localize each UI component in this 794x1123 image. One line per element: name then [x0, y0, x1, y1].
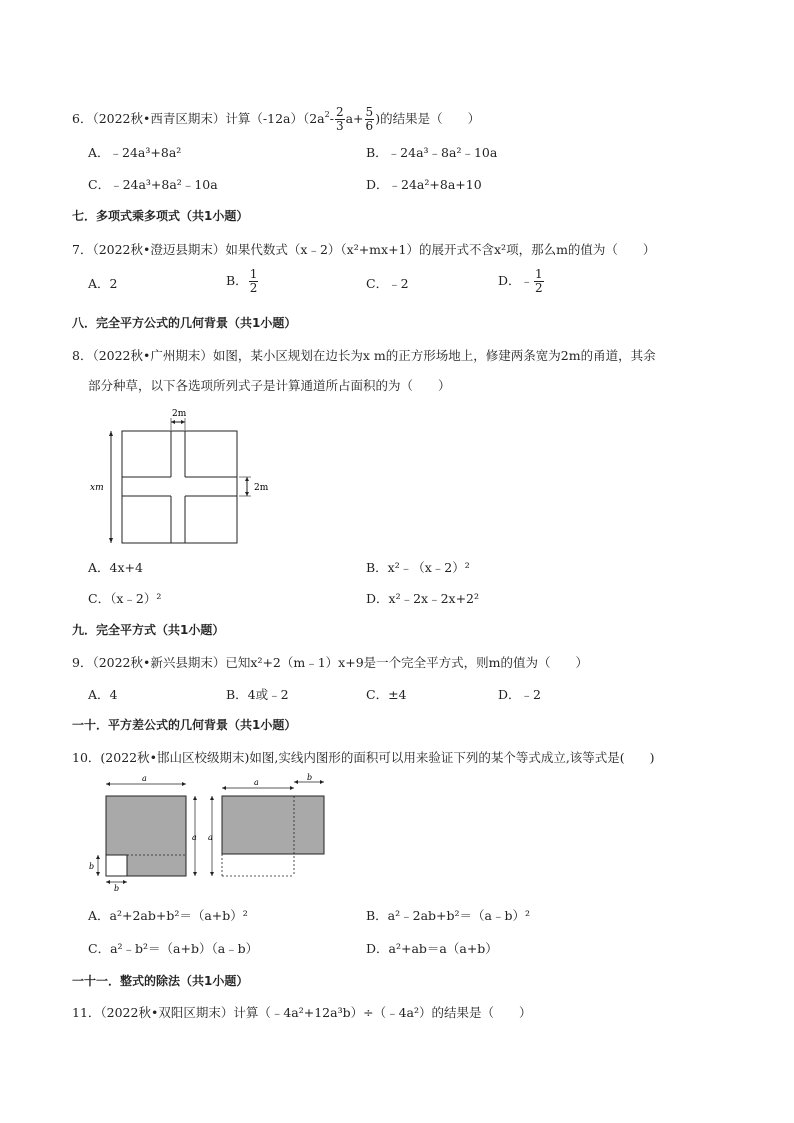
q10-left-top-a: a [142, 774, 147, 783]
q6-option-a: A．﹣24a³+8a² [88, 145, 182, 160]
section-7-heading: 七．多项式乘多项式（共1小题） [72, 209, 249, 223]
q9-stem: 9．（2022秋•新兴县期末）已知x²+2（m﹣1）x+9是一个完全平方式，则m的值为（ ） [72, 655, 589, 670]
q6-fraction-5-6: $\frac{5}{6}$ [365, 105, 374, 133]
q10-area-figure [84, 772, 344, 892]
q10-left-b-horiz: b [114, 884, 120, 892]
q10-option-a: A．a²+2ab+b²＝（a+b）² [88, 908, 248, 923]
q7-option-b: B． $\frac{1}{2}$ [226, 267, 258, 295]
q11-stem: 11．（2022秋•双阳区期末）计算（﹣4a²+12a³b）÷（﹣4a²）的结果是（ ） [72, 1005, 532, 1020]
section-8-heading: 八．完全平方公式的几何背景（共1小题） [72, 316, 297, 330]
q8-cross-figure [84, 400, 284, 550]
q9-option-d: D．﹣2 [498, 687, 541, 702]
q8-option-c: C．（x﹣2）² [88, 591, 162, 606]
section-10-heading: 一十．平方差公式的几何背景（共1小题） [72, 718, 297, 732]
q9-option-b: B．4或﹣2 [226, 687, 289, 702]
q10-left-side-a: a [192, 833, 197, 842]
q8-option-a: A．4x+4 [88, 560, 143, 575]
q8-option-d: D．x²﹣2x﹣2x+2² [366, 591, 480, 606]
q6-stem: 6．（2022秋•西青区期末）计算$(-12a)(2a^2-$ $\frac{2}{3}$ a+ $\frac{5}{6}$ )的结果是（ ） [72, 105, 481, 133]
q7-option-c: C．﹣2 [366, 276, 409, 291]
q9-option-c: C．±4 [366, 687, 407, 702]
q10-option-c: C．a²﹣b²＝（a+b）（a﹣b） [88, 941, 259, 956]
q6-option-c: C．﹣24a³+8a²﹣10a [88, 177, 218, 192]
q10-option-b: B．a²﹣2ab+b²＝（a﹣b）² [366, 908, 531, 923]
q9-option-a: A．4 [88, 687, 118, 702]
q10-left-b-vert: b [89, 862, 95, 871]
section-9-heading: 九．完全平方式（共1小题） [72, 623, 225, 637]
q10-stem: 10．(2022秋•邯山区校级期末)如图,实线内图形的面积可以用来验证下列的某个等式成立,该等式是( ) [72, 750, 655, 765]
q8-side-label: 2m [254, 483, 269, 493]
q8-left-label: xm [90, 483, 104, 493]
section-11-heading: 一十一．整式的除法（共1小题） [72, 974, 249, 988]
q10-right-top-b: b [307, 773, 313, 782]
q10-right-top-a: a [254, 778, 259, 787]
q8-option-b: B．x²﹣（x﹣2）² [366, 560, 470, 575]
q6-option-b: B．﹣24a³﹣8a²﹣10a [366, 145, 498, 160]
q6-fraction-2-3: $\frac{2}{3}$ [335, 105, 344, 133]
q7-option-d: D．﹣ $\frac{1}{2}$ [498, 267, 543, 295]
q8-top-label: 2m [172, 409, 187, 419]
q8-stem-line1: 8．（2022秋•广州期末）如图，某小区规划在边长为x m的正方形场地上，修建两条宽为2m的甬道，其余 [72, 348, 656, 363]
q7-option-a: A．2 [88, 276, 118, 291]
q10-option-d: D．a²+ab＝a（a+b） [366, 941, 498, 956]
q10-right-side-a: a [208, 833, 213, 842]
q8-stem-line2: 部分种草，以下各选项所列式子是计算通道所占面积的为（ ） [88, 378, 451, 393]
q7-stem: 7．（2022秋•澄迈县期末）如果代数式（x﹣2）（x²+mx+1）的展开式不含x²项，那么m的值为（ ） [72, 242, 656, 257]
q6-option-d: D．﹣24a²+8a+10 [366, 177, 482, 192]
